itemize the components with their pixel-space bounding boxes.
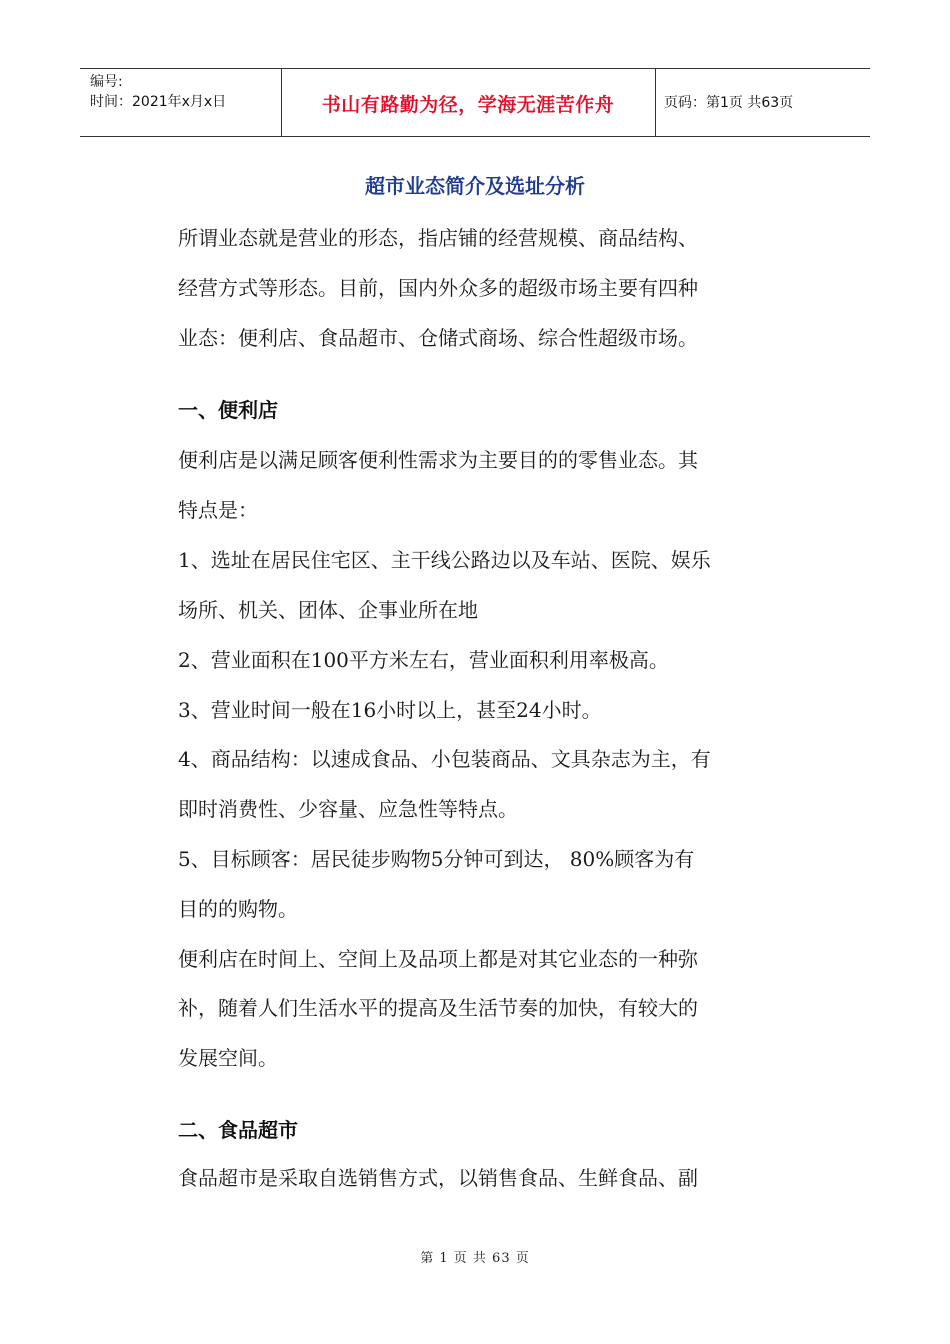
header-meta [90, 72, 226, 112]
page-footer: 第 1 页 共 63 页 [420, 1251, 530, 1266]
section-heading-convenience-store: 一、便利店 [178, 398, 278, 422]
document-number-label: 编号: [90, 74, 123, 90]
header-bottom-border [80, 136, 870, 137]
document-title: 超市业态简介及选址分析 [365, 174, 585, 198]
section2-line: 食品超市是采取自选销售方式，以销售食品、生鲜食品、副 [178, 1166, 698, 1190]
intro-line: 经营方式等形态。目前，国内外众多的超级市场主要有四种 [178, 276, 698, 300]
section1-line: 便利店在时间上、空间上及品项上都是对其它业态的一种弥 [178, 947, 698, 971]
intro-line: 所谓业态就是营业的形态，指店铺的经营规模、商品结构、 [178, 226, 698, 250]
section1-line: 目的的购物。 [178, 897, 298, 921]
header-page-info: 页码：第1页 共63页 [664, 95, 794, 111]
section1-line: 特点是： [178, 498, 258, 522]
header-motto: 书山有路勤为径，学海无涯苦作舟 [321, 94, 615, 116]
section1-line: 补，随着人们生活水平的提高及生活节奏的加快，有较大的 [178, 996, 698, 1020]
section1-line: 2、营业面积在100平方米左右，营业面积利用率极高。 [178, 648, 669, 672]
section1-line: 3、营业时间一般在16小时以上，甚至24小时。 [178, 698, 602, 722]
section1-line: 4、商品结构：以速成食品、小包装商品、文具杂志为主，有 [178, 747, 711, 771]
section-heading-food-supermarket: 二、食品超市 [178, 1118, 298, 1142]
header-divider-right [655, 68, 656, 136]
section1-line: 即时消费性、少容量、应急性等特点。 [178, 797, 518, 821]
section1-line: 场所、机关、团体、企事业所在地 [178, 598, 478, 622]
document-time-label: 时间：2021年x月x日 [90, 94, 227, 110]
section1-line: 5、目标顾客：居民徒步购物5分钟可到达， 80%顾客为有 [178, 847, 695, 871]
section1-line: 发展空间。 [178, 1046, 278, 1070]
header-top-border [80, 68, 870, 69]
intro-line: 业态：便利店、食品超市、仓储式商场、综合性超级市场。 [178, 326, 698, 350]
section1-line: 便利店是以满足顾客便利性需求为主要目的的零售业态。其 [178, 448, 698, 472]
section1-line: 1、选址在居民住宅区、主干线公路边以及车站、医院、娱乐 [178, 548, 711, 572]
